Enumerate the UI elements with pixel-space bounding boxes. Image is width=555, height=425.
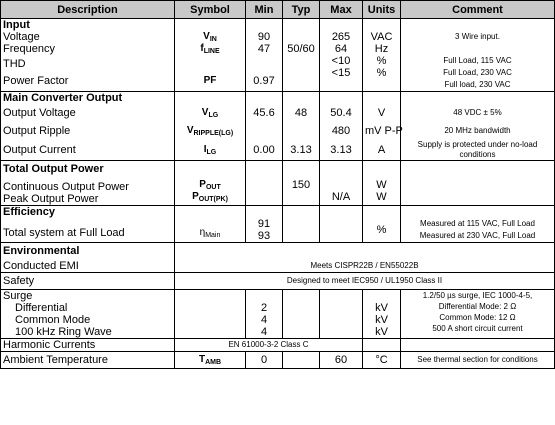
- section-title: Input: [3, 19, 30, 31]
- unit-peak-power: W: [376, 191, 387, 203]
- max-iout: 3.13: [330, 144, 352, 156]
- desc-cont-power: Continuous Output Power: [3, 181, 129, 193]
- header-symbol: Symbol: [175, 1, 246, 19]
- comment-ambient: See thermal section for conditions: [417, 355, 538, 364]
- unit-ripple: mV P-P: [365, 125, 403, 137]
- section-input: [1, 19, 555, 92]
- power-sym: [175, 161, 246, 206]
- comment-thd-115: Full Load, 115 VAC: [443, 56, 512, 65]
- amb-sym: [175, 352, 246, 369]
- main-min: [246, 92, 283, 161]
- comment-eff-230: Measured at 230 VAC, Full Load: [419, 231, 536, 240]
- desc-thd: THD: [3, 58, 26, 70]
- sym-pf: PF: [203, 75, 217, 86]
- sym-tamb: $T_{AMB}$: [198, 354, 222, 366]
- header-typ: Typ: [283, 1, 320, 19]
- min-frequency: 47: [257, 43, 271, 55]
- unit-vout: V: [377, 107, 386, 119]
- main-comment: [401, 92, 555, 161]
- eff-min: [246, 206, 283, 243]
- desc-harmonic: Harmonic Currents: [3, 339, 96, 351]
- env-units-harm: [363, 339, 401, 352]
- desc-emi: Conducted EMI: [3, 260, 79, 272]
- comment-surge-1: 1.2/50 µs surge, IEC 1000-4-5,: [422, 291, 533, 300]
- env-harm-note-cell: [175, 339, 363, 352]
- eff-typ: [283, 206, 320, 243]
- desc-ambient: Ambient Temperature: [3, 354, 108, 366]
- min-surge-cm: 4: [260, 314, 268, 326]
- row-surge: [1, 290, 555, 339]
- amb-typ: [283, 352, 320, 369]
- unit-iout: A: [377, 144, 386, 156]
- sym-pout: $P_{OUT}$: [199, 179, 221, 191]
- input-units: [363, 19, 401, 92]
- comment-voltage: 3 Wire input.: [455, 32, 500, 41]
- unit-frequency: Hz: [374, 43, 389, 55]
- main-typ: [283, 92, 320, 161]
- sym-pout-pk: $P_{OUT(PK)}$: [192, 191, 228, 203]
- unit-thd-115: %: [376, 55, 387, 67]
- max-ripple: 480: [331, 125, 351, 137]
- input-typ: [283, 19, 320, 92]
- main-max: [320, 92, 363, 161]
- header-row: [1, 1, 555, 19]
- min-surge-ring: 4: [260, 326, 268, 338]
- env-safety-note-cell: [175, 273, 555, 290]
- env-min-surge: [246, 290, 283, 339]
- header-min: Min: [246, 1, 283, 19]
- input-min: [246, 19, 283, 92]
- typ-cont-power: 150: [291, 179, 311, 191]
- max-peak-power: N/A: [331, 191, 351, 203]
- max-frequency: 64: [334, 43, 348, 55]
- power-max: [320, 161, 363, 206]
- comment-surge-4: 500 A short circuit current: [432, 324, 523, 333]
- note-safety: Designed to meet IEC950 / UL1950 Class II: [286, 276, 443, 285]
- header-description: Description: [1, 1, 175, 19]
- desc-iout: Output Current: [3, 144, 76, 156]
- input-max: [320, 19, 363, 92]
- desc-surge-ring: 100 kHz Ring Wave: [15, 326, 112, 338]
- power-comment: [401, 161, 555, 206]
- max-thd-115: <10: [331, 55, 351, 67]
- sym-voltage: $V_{IN}$: [203, 31, 217, 43]
- power-typ: [283, 161, 320, 206]
- min-eff-115: 91: [257, 218, 271, 230]
- desc-peak-power: Peak Output Power: [3, 193, 99, 205]
- sym-vripple: $V_{RIPPLE(LG)}$: [186, 125, 234, 137]
- header-units: Units: [363, 1, 401, 19]
- section-title: Main Converter Output: [3, 92, 123, 104]
- power-units: [363, 161, 401, 206]
- header-comment: Comment: [401, 1, 555, 19]
- sym-ilg: $I_{LG}$: [203, 144, 217, 156]
- unit-eff: %: [376, 224, 387, 236]
- comment-surge-3: Common Mode: 12 Ω: [439, 313, 516, 322]
- unit-cont-power: W: [376, 179, 387, 191]
- env-typ-surge: [283, 290, 320, 339]
- env-comment-harm: [401, 339, 555, 352]
- input-sym: [175, 19, 246, 92]
- max-ambient: 60: [334, 354, 348, 366]
- section-power: [1, 161, 555, 206]
- max-thd-230: <15: [331, 67, 351, 79]
- min-iout: 0.00: [253, 144, 275, 156]
- unit-surge-diff: kV: [375, 302, 388, 314]
- typ-iout: 3.13: [290, 144, 312, 156]
- amb-comment: [401, 352, 555, 369]
- desc-surge-cm: Common Mode: [15, 314, 91, 326]
- min-pf: 0.97: [253, 75, 275, 87]
- comment-eff-115: Measured at 115 VAC, Full Load: [420, 219, 535, 228]
- unit-ambient: °C: [375, 354, 388, 366]
- typ-frequency: 50/60: [287, 43, 315, 55]
- amb-desc: [1, 352, 175, 369]
- desc-efficiency: Total system at Full Load: [3, 227, 125, 239]
- sym-eta: $\eta_{Main}$: [199, 227, 221, 239]
- eff-max: [320, 206, 363, 243]
- min-voltage: 90: [257, 31, 271, 43]
- env-units-surge: [363, 290, 401, 339]
- unit-voltage: VAC: [370, 31, 393, 43]
- unit-surge-ring: kV: [375, 326, 388, 338]
- comment-vout: 48 VDC ± 5%: [453, 108, 502, 117]
- env-sym-surge: [175, 290, 246, 339]
- section-environmental-head: [1, 243, 555, 273]
- env-comment-surge: [401, 290, 555, 339]
- section-title: Total Output Power: [3, 163, 104, 175]
- amb-units: [363, 352, 401, 369]
- typ-vout: 48: [294, 107, 308, 119]
- eff-sym: [175, 206, 246, 243]
- amb-min: [246, 352, 283, 369]
- row-safety: [1, 273, 555, 290]
- env-max-surge: [320, 290, 363, 339]
- desc-power-factor: Power Factor: [3, 75, 69, 87]
- section-title: Efficiency: [3, 206, 55, 218]
- row-ambient: [1, 352, 555, 369]
- row-harmonic: [1, 339, 555, 352]
- max-vout: 50.4: [330, 107, 352, 119]
- sym-vlg: $V_{LG}$: [201, 107, 219, 119]
- sym-frequency: $f_{LINE}$: [200, 43, 220, 55]
- comment-thd-230: Full Load, 230 VAC: [443, 68, 512, 77]
- comment-iout: Supply is protected under no-load conditions: [417, 140, 538, 159]
- note-harmonic: EN 61000-3-2 Class C: [228, 340, 309, 349]
- main-sym: [175, 92, 246, 161]
- desc-surge: Surge: [3, 290, 33, 302]
- input-desc: [1, 19, 175, 92]
- unit-thd-230: %: [376, 67, 387, 79]
- desc-safety: Safety: [3, 275, 35, 287]
- note-emi: Meets CISPR22B / EN55022B: [310, 261, 419, 270]
- max-voltage: 265: [331, 31, 351, 43]
- comment-surge-2: Differential Mode: 2 Ω: [438, 302, 517, 311]
- desc-vout: Output Voltage: [3, 107, 76, 119]
- env-desc-surge: [1, 290, 175, 339]
- main-units: [363, 92, 401, 161]
- section-efficiency: [1, 206, 555, 243]
- amb-max: [320, 352, 363, 369]
- unit-surge-cm: kV: [375, 314, 388, 326]
- eff-comment: [401, 206, 555, 243]
- power-desc: [1, 161, 175, 206]
- env-desc-head: [1, 243, 175, 273]
- min-ambient: 0: [260, 354, 268, 366]
- desc-voltage: Voltage: [3, 31, 40, 43]
- main-desc: [1, 92, 175, 161]
- desc-surge-diff: Differential: [15, 302, 68, 314]
- desc-frequency: Frequency: [3, 43, 55, 55]
- env-desc-safety: [1, 273, 175, 290]
- input-comment: [401, 19, 555, 92]
- min-surge-diff: 2: [260, 302, 268, 314]
- min-eff-230: 93: [257, 230, 271, 242]
- header-max: Max: [320, 1, 363, 19]
- section-title: Environmental: [3, 245, 80, 257]
- desc-ripple: Output Ripple: [3, 125, 71, 137]
- eff-desc: [1, 206, 175, 243]
- power-min: [246, 161, 283, 206]
- min-vout: 45.6: [253, 107, 275, 119]
- env-emi-note-cell: [175, 243, 555, 273]
- env-desc-harm: [1, 339, 175, 352]
- comment-pf: Full load, 230 VAC: [444, 80, 511, 89]
- eff-units: [363, 206, 401, 243]
- section-main: [1, 92, 555, 161]
- comment-ripple: 20 MHz bandwidth: [444, 126, 511, 135]
